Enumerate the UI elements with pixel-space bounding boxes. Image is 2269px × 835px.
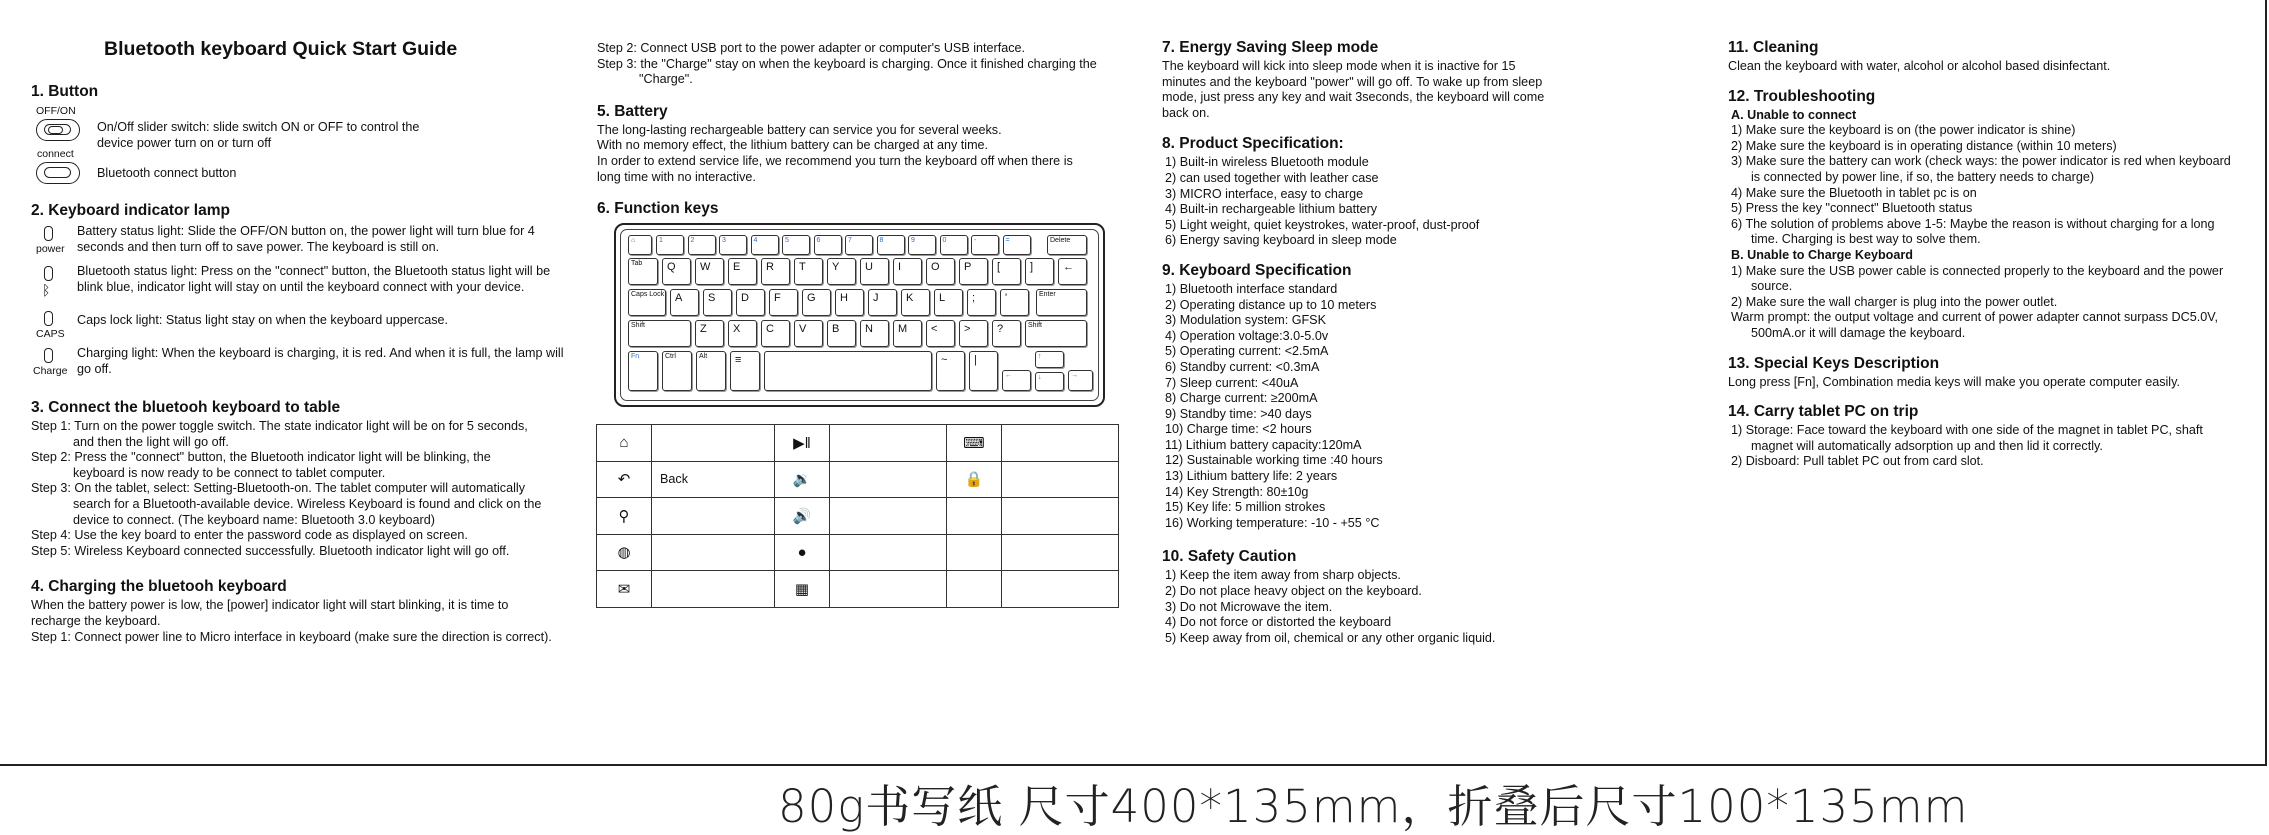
keyboard-spec-item: 14) Key Strength: 80±10g bbox=[1165, 484, 1309, 499]
key-number: 5 bbox=[782, 235, 810, 255]
troubleshoot-a-item: 4) Make sure the Bluetooth in tablet pc is on bbox=[1731, 185, 1977, 200]
troubleshoot-a-item: 1) Make sure the keyboard is on (the power indicator is shine) bbox=[1731, 123, 2076, 138]
keyboard-spec-item: 12) Sustainable working time :40 hours bbox=[1165, 453, 1383, 468]
keyboard-spec-item: 16) Working temperature: -10 - +55 °C bbox=[1165, 515, 1380, 530]
troubleshoot-b-heading: B. Unable to Charge Keyboard bbox=[1731, 247, 1913, 262]
media-icon: ▦ bbox=[775, 571, 830, 608]
key-letter: G bbox=[802, 289, 831, 316]
connect-label: connect bbox=[37, 148, 74, 160]
key-home: ⌂ bbox=[628, 235, 652, 255]
section-5-heading: 5. Battery bbox=[597, 102, 668, 120]
keyboard-spec-item: 13) Lithium battery life: 2 years bbox=[1165, 469, 1338, 484]
key-letter: Z bbox=[695, 320, 724, 347]
connect-step: Step 4: Use the key board to enter the password code as displayed on screen. bbox=[31, 528, 468, 543]
column-4 bbox=[1728, 38, 2243, 470]
function-keys-table bbox=[596, 424, 1119, 608]
cleaning-text: Clean the keyboard with water, alcohol or alcohol based disinfectant. bbox=[1728, 59, 2111, 73]
keyboard-spec-item: 2) Operating distance up to 10 meters bbox=[1165, 297, 1377, 312]
product-spec-item: 4) Built-in rechargeable lithium battery bbox=[1165, 202, 1378, 217]
key-fn: Fn bbox=[628, 351, 658, 391]
key-arrow-left: ← bbox=[1002, 370, 1031, 391]
key-delete: Delete bbox=[1047, 235, 1087, 255]
battery-line: The long-lasting rechargeable battery can service you for several weeks. bbox=[597, 122, 1002, 137]
power-lamp-icon bbox=[44, 226, 53, 241]
product-spec-item: 1) Built-in wireless Bluetooth module bbox=[1165, 155, 1369, 170]
troubleshoot-a-item: 3) Make sure the battery can work (check ways: the power indicator is red when keyboard is connected by power line, if so, the battery needs to charge) bbox=[1731, 154, 2231, 184]
key-caps-lock: Caps Lock bbox=[628, 289, 666, 316]
charge-lamp-label: Charge bbox=[33, 365, 68, 377]
key-arrow-down: ↓ bbox=[1035, 372, 1064, 391]
key-letter: L bbox=[934, 289, 963, 316]
connect-step: Step 1: Turn on the power toggle switch. The state indicator light will be on for 5 seconds, and then the light will go off. bbox=[31, 419, 528, 449]
section-8-heading: 8. Product Specification: bbox=[1162, 135, 1344, 153]
key-number: 8 bbox=[877, 235, 905, 255]
safety-item: 2) Do not place heavy object on the keyboard. bbox=[1165, 584, 1422, 599]
key-number: 1 bbox=[656, 235, 684, 255]
section-11-heading: 11. Cleaning bbox=[1728, 39, 1819, 56]
keyboard-spec-item: 5) Operating current: <2.5mA bbox=[1165, 344, 1329, 359]
keyboard-spec-item: 4) Operation voltage:3.0-5.0v bbox=[1165, 328, 1329, 343]
home-icon: ⌂ bbox=[597, 425, 652, 462]
power-lamp-label: power bbox=[36, 243, 65, 255]
key-enter: Enter bbox=[1036, 289, 1087, 316]
key-letter: [ bbox=[992, 258, 1021, 285]
column-1 bbox=[31, 82, 564, 645]
key-letter: B bbox=[827, 320, 856, 347]
print-spec-footer: 80g书写纸 尺寸400*135mm，折叠后尺寸100*135mm bbox=[778, 780, 1969, 833]
keyboard-diagram bbox=[614, 223, 1105, 407]
key-letter: N bbox=[860, 320, 889, 347]
bluetooth-lamp-icon bbox=[44, 266, 53, 281]
carry-item: 2) Disboard: Pull tablet PC out from card slot. bbox=[1731, 454, 1984, 469]
key-letter: O bbox=[926, 258, 955, 285]
key-number: 9 bbox=[908, 235, 936, 255]
safety-item: 1) Keep the item away from sharp objects. bbox=[1165, 568, 1401, 583]
key-shift-right: Shift bbox=[1025, 320, 1087, 347]
globe-icon: ◍ bbox=[597, 534, 652, 571]
troubleshoot-a-item: 5) Press the key "connect" Bluetooth status bbox=[1731, 201, 1973, 216]
charging-step: Step 2: Connect USB port to the power adapter or computer's USB interface. bbox=[597, 41, 1026, 55]
key-letter: K bbox=[901, 289, 930, 316]
charging-step: Step 1: Connect power line to Micro interface in keyboard (make sure the direction is correct). bbox=[31, 629, 552, 644]
key-letter: ? bbox=[992, 320, 1021, 347]
troubleshoot-a-item: 2) Make sure the keyboard is in operating distance (within 10 meters) bbox=[1731, 138, 2117, 153]
section-14-heading: 14. Carry tablet PC on trip bbox=[1728, 403, 1919, 421]
caps-lamp-description: Caps lock light: Status light stay on when the keyboard uppercase. bbox=[77, 313, 449, 327]
keyboard-spec-item: 1) Bluetooth interface standard bbox=[1165, 281, 1338, 296]
key-number: 0 bbox=[940, 235, 968, 255]
key-letter: D bbox=[736, 289, 765, 316]
section-3-heading: 3. Connect the bluetooh keyboard to table bbox=[31, 399, 341, 416]
section-7-heading: 7. Energy Saving Sleep mode bbox=[1162, 39, 1379, 56]
onoff-description: On/Off slider switch: slide switch ON or OFF to control the device power turn on or turn off bbox=[97, 120, 420, 150]
keyboard-spec-item: 6) Standby current: <0.3mA bbox=[1165, 359, 1320, 374]
keyboard-spec-item: 8) Charge current: ≥200mA bbox=[1165, 391, 1318, 406]
key-letter: R bbox=[761, 258, 790, 285]
key-tab: Tab bbox=[628, 258, 658, 285]
volume-down-icon: 🔉 bbox=[775, 461, 830, 498]
key-menu: ≡ bbox=[730, 351, 760, 391]
power-slider-icon bbox=[36, 119, 80, 141]
product-spec-item: 3) MICRO interface, easy to charge bbox=[1165, 186, 1364, 201]
section-13-heading: 13. Special Keys Description bbox=[1728, 354, 1940, 372]
column-2 bbox=[597, 41, 1097, 220]
key-letter: < bbox=[926, 320, 955, 347]
keyboard-spec-item: 11) Lithium battery capacity:120mA bbox=[1165, 437, 1362, 452]
key-letter: ] bbox=[1025, 258, 1054, 285]
play-pause-icon: ▶‖ bbox=[775, 425, 830, 462]
charge-lamp-description: Charging light: When the keyboard is charging, it is red. And when it is full, the lamp will go off. bbox=[77, 346, 564, 376]
connect-button-icon bbox=[36, 162, 80, 184]
keyboard-spec-item: 10) Charge time: <2 hours bbox=[1165, 422, 1312, 437]
key-letter: T bbox=[794, 258, 823, 285]
connect-description: Bluetooth connect button bbox=[97, 166, 237, 180]
keyboard-icon: ⌨ bbox=[947, 425, 1002, 462]
section-6-heading: 6. Function keys bbox=[597, 200, 719, 218]
search-icon: ⚲ bbox=[597, 498, 652, 535]
lock-icon: 🔒 bbox=[947, 461, 1002, 498]
safety-item: 5) Keep away from oil, chemical or any other organic liquid. bbox=[1165, 630, 1496, 645]
power-lamp-description: Battery status light: Slide the OFF/ON button on, the power light will turn blue for 4 seconds and then turn off to save power. The keyboard is still on. bbox=[77, 224, 535, 254]
user-icon: ● bbox=[775, 534, 830, 571]
sleep-mode-text: The keyboard will kick into sleep mode when it is inactive for 15 minutes and the keyboard "power" will go off. To wake up from sleep mode, just press any key and wait 3seconds, the keyboard will come back on. bbox=[1162, 59, 1545, 120]
caps-lamp-icon bbox=[44, 311, 53, 326]
guide-title: Bluetooth keyboard Quick Start Guide bbox=[104, 38, 458, 60]
mail-icon: ✉ bbox=[597, 571, 652, 608]
troubleshoot-a-item: 6) The solution of problems above 1-5: Maybe the reason is without charging for a long time. Charging is best way to solve them. bbox=[1731, 216, 2215, 247]
key-ctrl: Ctrl bbox=[662, 351, 692, 391]
connect-step: Step 3: On the tablet, select: Setting-Bluetooth-on. The tablet computer will automatically search for a Bluetooth-available device. Wireless Keyboard is found and click on the device to connect. (The keyboard name: Bluetooth 3.0 keyboard) bbox=[31, 481, 542, 527]
product-spec-item: 2) can used together with leather case bbox=[1165, 170, 1379, 185]
key-letter: ' bbox=[1000, 289, 1029, 316]
key-letter: S bbox=[703, 289, 732, 316]
connect-step: Step 2: Press the "connect" button, the Bluetooth indicator light will be blinking, the keyboard is now ready to be connect to tablet computer. bbox=[31, 450, 491, 480]
key-letter: C bbox=[761, 320, 790, 347]
charge-lamp-icon bbox=[44, 348, 53, 363]
key-number: - bbox=[971, 235, 999, 255]
key-number: 4 bbox=[751, 235, 779, 255]
keyboard-spec-item: 7) Sleep current: <40uA bbox=[1165, 375, 1299, 390]
keyboard-spec-item: 9) Standby time: >40 days bbox=[1165, 406, 1312, 421]
key-letter: W bbox=[695, 258, 724, 285]
key-letter: E bbox=[728, 258, 757, 285]
special-keys-text: Long press [Fn], Combination media keys will make you operate computer easily. bbox=[1728, 374, 2180, 389]
column-3 bbox=[1162, 38, 1547, 646]
section-1-heading: 1. Button bbox=[31, 83, 99, 100]
section-4-heading: 4. Charging the bluetooh keyboard bbox=[31, 578, 287, 596]
troubleshoot-b-item: 2) Make sure the wall charger is plug into the power outlet. bbox=[1731, 294, 2058, 309]
bluetooth-icon: ᛒ bbox=[42, 282, 51, 298]
key-letter: U bbox=[860, 258, 889, 285]
section-10-heading: 10. Safety Caution bbox=[1162, 548, 1297, 566]
key-backspace: ← bbox=[1058, 258, 1087, 285]
key-number: 7 bbox=[845, 235, 873, 255]
onoff-label: OFF/ON bbox=[36, 105, 76, 117]
key-letter: V bbox=[794, 320, 823, 347]
charging-intro: When the battery power is low, the [power] indicator light will start blinking, it is time to recharge the keyboard. bbox=[31, 598, 509, 628]
section-2-heading: 2. Keyboard indicator lamp bbox=[31, 202, 230, 219]
back-label: Back bbox=[652, 461, 775, 498]
troubleshoot-a-heading: A. Unable to connect bbox=[1731, 107, 1857, 122]
key-number: 2 bbox=[688, 235, 716, 255]
volume-up-icon: 🔊 bbox=[775, 498, 830, 535]
charging-step: Step 3: the "Charge" stay on when the keyboard is charging. Once it finished charging the "Charge". bbox=[597, 56, 1097, 87]
section-12-heading: 12. Troubleshooting bbox=[1728, 87, 1876, 105]
key-pipe: | bbox=[969, 351, 998, 391]
key-shift-left: Shift bbox=[628, 320, 691, 347]
key-alt: Alt bbox=[696, 351, 726, 391]
connect-step: Step 5: Wireless Keyboard connected successfully. Bluetooth indicator light will go off. bbox=[31, 543, 510, 558]
keyboard-spec-item: 15) Key life: 5 million strokes bbox=[1165, 500, 1326, 515]
product-spec-item: 5) Light weight, quiet keystrokes, water-proof, dust-proof bbox=[1165, 217, 1480, 232]
key-letter: I bbox=[893, 258, 922, 285]
keyboard-spec-item: 3) Modulation system: GFSK bbox=[1165, 313, 1326, 328]
key-letter: P bbox=[959, 258, 988, 285]
key-number: = bbox=[1003, 235, 1031, 255]
key-letter: J bbox=[868, 289, 897, 316]
bluetooth-lamp-description: Bluetooth status light: Press on the "connect" button, the Bluetooth status light will be blink blue, indicator light will stay on until the keyboard connect with your device. bbox=[77, 264, 551, 294]
battery-line: With no memory effect, the lithium battery can be charged at any time. bbox=[597, 138, 989, 153]
key-letter: M bbox=[893, 320, 922, 347]
key-letter: A bbox=[670, 289, 699, 316]
key-letter: F bbox=[769, 289, 798, 316]
key-arrow-up: ↑ bbox=[1035, 351, 1064, 368]
key-number: 3 bbox=[719, 235, 747, 255]
key-letter: Q bbox=[662, 258, 691, 285]
key-letter: > bbox=[959, 320, 988, 347]
safety-item: 3) Do not Microwave the item. bbox=[1165, 599, 1333, 614]
back-arrow-icon: ↶ bbox=[597, 461, 652, 498]
troubleshoot-b-item: Warm prompt: the output voltage and current of power adapter cannot surpass DC5.0V, 500mA.or it will damage the keyboard. bbox=[1731, 310, 2218, 340]
carry-item: 1) Storage: Face toward the keyboard with one side of the magnet in tablet PC, shaft magnet will automatically adsorption up and then lid it correctly. bbox=[1731, 423, 2203, 453]
safety-item: 4) Do not force or distorted the keyboard bbox=[1165, 615, 1392, 630]
key-arrow-right: → bbox=[1068, 370, 1093, 391]
key-number: 6 bbox=[814, 235, 842, 255]
battery-line: In order to extend service life, we recommend you turn the keyboard off when there is long time with no interactive. bbox=[597, 153, 1073, 184]
key-letter: ; bbox=[967, 289, 996, 316]
key-tilde: ~ bbox=[936, 351, 965, 391]
key-letter: H bbox=[835, 289, 864, 316]
caps-lamp-label: CAPS bbox=[36, 328, 65, 340]
key-letter: X bbox=[728, 320, 757, 347]
section-9-heading: 9. Keyboard Specification bbox=[1162, 261, 1352, 279]
troubleshoot-b-item: 1) Make sure the USB power cable is connected properly to the keyboard and the power source. bbox=[1731, 263, 2224, 294]
key-space bbox=[764, 351, 932, 391]
key-letter: Y bbox=[827, 258, 856, 285]
product-spec-item: 6) Energy saving keyboard in sleep mode bbox=[1165, 233, 1397, 248]
